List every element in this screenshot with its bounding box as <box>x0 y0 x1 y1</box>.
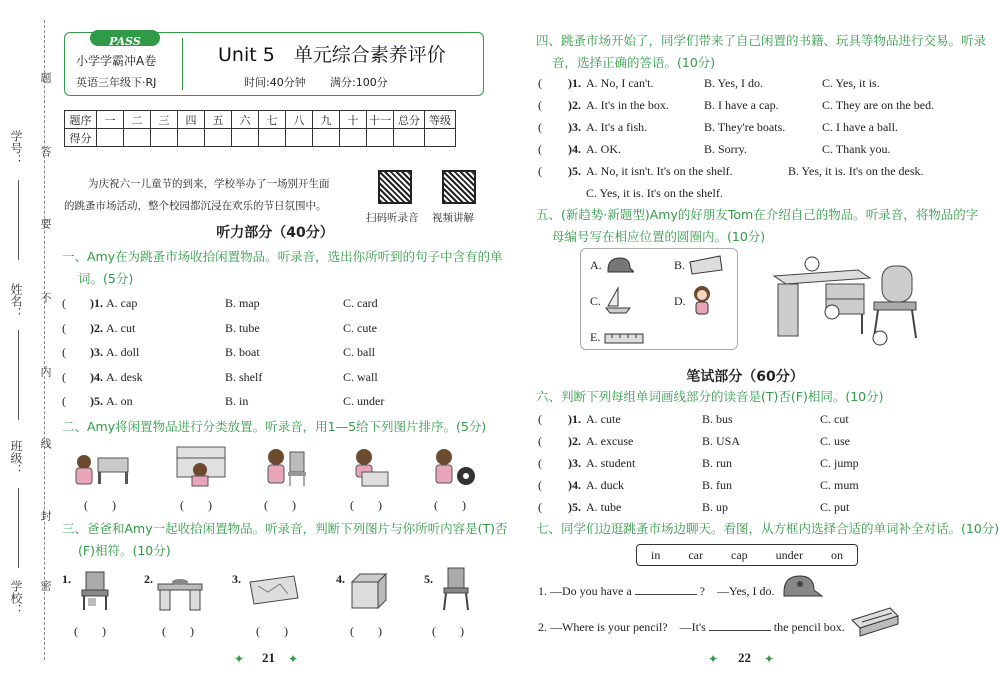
shelf-scene-icon <box>176 446 226 488</box>
option-a: A. student <box>586 456 636 470</box>
score-cell[interactable] <box>178 129 205 147</box>
answer-paren[interactable]: ( <box>62 320 66 335</box>
qr-label-video: 视频讲解 <box>432 212 474 224</box>
q3-answer-paren[interactable]: ( ) <box>432 624 464 638</box>
intro-text-line-2: 的跳蚤市场活动，整个校园都沉浸在欢乐的节日氛围中。 <box>64 200 327 212</box>
list-item <box>538 142 978 164</box>
option-a[interactable]: A. OK. <box>586 142 621 156</box>
item-number: )1. <box>568 412 581 426</box>
score-cell[interactable] <box>286 129 313 147</box>
q5-letter: A. <box>590 258 602 272</box>
score-cell[interactable] <box>151 129 178 147</box>
seal-char: 内 <box>39 366 52 377</box>
answer-paren[interactable]: ( <box>538 120 542 134</box>
table-cell: 四 <box>178 111 205 129</box>
q2-picture-4 <box>346 446 392 488</box>
desk-and-chair-icon <box>770 254 926 348</box>
option-c[interactable]: C. card <box>343 296 378 310</box>
page-number-left: 21 <box>262 650 275 665</box>
sentence-text: 1. —Do you have a <box>538 584 632 598</box>
option-b[interactable]: B. shelf <box>225 369 263 384</box>
table-cell: 等级 <box>425 111 456 129</box>
boat-icon <box>604 286 632 318</box>
item-number: )4. <box>568 478 581 492</box>
option-a[interactable]: A. No, it isn't. It's on the shelf. <box>586 164 733 178</box>
grade-label: 英语三年级下·RJ <box>76 76 157 89</box>
q2-picture-1 <box>70 448 132 488</box>
item-number: )5. <box>568 500 581 514</box>
item-number: )4. <box>568 142 581 156</box>
score-table-header-row <box>65 111 456 129</box>
score-cell[interactable] <box>124 129 151 147</box>
page-title: Unit 5 单元综合素养评价 <box>218 44 446 66</box>
item-number: )1. <box>568 76 581 90</box>
q6-items <box>538 412 978 522</box>
q2-picture-2 <box>176 446 226 488</box>
answer-paren[interactable]: ( <box>538 478 542 492</box>
option-a: A. duck <box>586 478 624 492</box>
score-cell[interactable] <box>232 129 259 147</box>
brand-badge <box>90 30 160 46</box>
table-cell: 题序 <box>65 111 97 129</box>
q3-item-number: 3. <box>232 572 241 586</box>
seal-line <box>44 20 45 660</box>
list-item <box>62 394 482 419</box>
q3-title: 三、爸爸和Amy一起收拾闲置物品。听录音，判断下列图片与你所听内容是(T)否 <box>62 521 508 536</box>
option-a[interactable]: A. It's in the box. <box>586 98 669 112</box>
page-ornament-icon: ✦ <box>764 652 775 666</box>
q3-item-number: 5. <box>424 572 433 586</box>
score-cell[interactable] <box>425 129 456 147</box>
option-b[interactable]: B. boat <box>225 345 260 359</box>
girl-with-box-icon <box>346 446 392 488</box>
list-item <box>538 478 978 500</box>
chair-icon <box>436 566 476 612</box>
score-table <box>64 110 456 147</box>
answer-paren[interactable]: ( <box>538 142 542 156</box>
option-b[interactable]: B. map <box>225 296 260 310</box>
box-icon <box>348 570 390 612</box>
option-b[interactable]: B. I have a cap. <box>704 98 779 112</box>
q5-title: 五、(新趋势·新题型)Amy的好朋友Tom在介绍自己的物品。听录音，将物品的字 <box>536 207 979 222</box>
seal-char: 封 <box>39 510 52 521</box>
q7-sentence-2 <box>538 618 845 635</box>
answer-paren[interactable]: ( <box>538 412 542 426</box>
q3-picture-4 <box>348 570 390 616</box>
option-b: B. up <box>702 500 729 514</box>
girl-with-chair-icon <box>262 446 308 488</box>
time-limit: 时间:40分钟 <box>244 76 306 89</box>
listening-section-heading: 听力部分（40分） <box>216 225 334 241</box>
margin-underline <box>18 180 19 260</box>
item-number: )4. <box>90 369 103 384</box>
list-item <box>62 345 482 370</box>
map-icon <box>244 572 300 608</box>
seal-char: 不 <box>39 292 52 303</box>
qr-code-audio[interactable] <box>378 170 412 204</box>
q3-picture-5 <box>436 566 476 616</box>
answer-blank[interactable] <box>635 583 697 595</box>
item-number: )5. <box>568 164 581 178</box>
option-b: B. bus <box>702 412 733 426</box>
item-number: )2. <box>568 98 581 112</box>
chair-icon <box>76 570 112 612</box>
answer-paren[interactable]: ( <box>62 345 66 359</box>
q7-title: 七、同学们边逛跳蚤市场边聊天。看图，从方框内选择合适的单词补全对话。(10分) <box>536 521 1000 536</box>
q3-answer-paren[interactable]: ( ) <box>350 624 382 638</box>
option-c[interactable]: C. Thank you. <box>822 142 891 156</box>
q2-answer-paren[interactable]: ( ) <box>84 498 116 512</box>
q3-item-number: 2. <box>144 572 153 586</box>
series-name: 小学学霸冲A卷 <box>76 54 157 68</box>
margin-label-name: 姓名： <box>9 283 23 319</box>
q1-items <box>62 296 482 419</box>
table-cell: 总分 <box>394 111 425 129</box>
list-item <box>538 434 978 456</box>
q5-title-cont: 母编号写在相应位置的圆圈内。(10分) <box>552 229 766 244</box>
q3-picture-1 <box>76 570 112 616</box>
item-number: )5. <box>90 394 103 408</box>
option-b[interactable]: B. in <box>225 394 249 408</box>
word-bank-item[interactable]: in <box>651 547 661 562</box>
item-number: )3. <box>568 120 581 134</box>
word-bank-item[interactable]: cap <box>731 547 748 562</box>
option-a: A. excuse <box>586 434 634 448</box>
list-item <box>538 76 978 98</box>
q3-answer-paren[interactable]: ( ) <box>162 624 194 638</box>
list-item <box>538 164 978 186</box>
answer-paren[interactable]: ( <box>62 394 66 408</box>
q7-sentence-1 <box>538 582 774 599</box>
q3-title-cont: (F)相符。(10分) <box>78 543 171 558</box>
option-b[interactable]: B. Yes, it is. It's on the desk. <box>788 164 924 178</box>
q2-title: 二、Amy将闲置物品进行分类放置。听录音，用1—5给下列图片排序。(5分) <box>62 419 487 434</box>
q2-picture-5 <box>428 446 478 488</box>
q1-title-cont: 词。(5分) <box>78 271 134 286</box>
option-a[interactable]: A. cut <box>106 320 136 335</box>
answer-paren[interactable]: ( <box>538 98 542 112</box>
table-cell: 十 <box>340 111 367 129</box>
word-bank <box>636 544 858 566</box>
seal-char: 答 <box>39 146 52 157</box>
writing-section-heading: 笔试部分（60分） <box>686 369 804 385</box>
answer-blank[interactable] <box>709 619 771 631</box>
girl-with-bed-icon <box>70 448 132 488</box>
option-c: C. put <box>820 500 850 514</box>
option-b[interactable]: B. Sorry. <box>704 142 747 156</box>
q6-title: 六、判断下列每组单词画线部分的读音是(T)否(F)相同。(10分) <box>536 389 884 404</box>
score-cell[interactable] <box>259 129 286 147</box>
score-table-score-row <box>65 129 456 147</box>
item-number: )1. <box>90 296 103 310</box>
margin-label-school: 学校： <box>9 580 23 616</box>
list-item <box>538 98 978 120</box>
qr-code-video[interactable] <box>442 170 476 204</box>
answer-paren[interactable]: ( <box>538 76 542 90</box>
score-cell[interactable] <box>313 129 340 147</box>
page-ornament-icon: ✦ <box>234 652 245 666</box>
intro-text-line-1: 为庆祝六一儿童节的到来，学校举办了一场别开生面 <box>88 178 330 190</box>
option-b[interactable]: B. tube <box>225 320 260 335</box>
q2-answer-paren[interactable]: ( ) <box>180 498 212 512</box>
q2-picture-3 <box>262 446 308 488</box>
answer-paren[interactable]: ( <box>62 369 66 384</box>
q5-letter: B. <box>674 258 686 272</box>
score-cell[interactable] <box>340 129 367 147</box>
option-c: C. use <box>820 434 850 448</box>
table-cell: 一 <box>97 111 124 129</box>
word-bank-item[interactable]: under <box>775 547 803 562</box>
option-a[interactable]: A. on <box>106 394 133 408</box>
item-number: )3. <box>568 456 581 470</box>
margin-underline <box>18 330 19 420</box>
brand-logo: PASS <box>109 35 141 48</box>
sentence-text: 2. —Where is your pencil? —It's <box>538 620 706 634</box>
option-c[interactable]: C. cute <box>343 320 377 335</box>
option-b: B. run <box>702 456 732 470</box>
option-a[interactable]: A. No, I can't. <box>586 76 654 90</box>
option-c: C. mum <box>820 478 859 492</box>
table-cell: 得分 <box>65 129 97 147</box>
item-number: )3. <box>90 345 103 359</box>
score-cell[interactable] <box>205 129 232 147</box>
q5-letter: E. <box>590 330 601 344</box>
q4-items <box>538 76 978 208</box>
q4-title-cont: 音，选择正确的答语。(10分) <box>552 55 716 70</box>
q5-scene-desk-chair <box>770 254 926 352</box>
page-ornament-icon: ✦ <box>708 652 719 666</box>
table-cell: 十一 <box>367 111 394 129</box>
list-item <box>62 370 482 395</box>
item-number: )2. <box>568 434 581 448</box>
option-c[interactable]: C. under <box>343 394 385 408</box>
cap-icon <box>778 572 824 606</box>
answer-paren[interactable]: ( <box>62 296 66 310</box>
option-a[interactable]: A. doll <box>106 345 140 359</box>
header-divider <box>182 38 183 90</box>
sentence-text: ? —Yes, I do. <box>699 584 775 598</box>
q3-picture-3 <box>244 572 300 612</box>
item-number: )2. <box>90 320 103 335</box>
margin-underline <box>18 488 19 568</box>
option-a: A. cute <box>586 412 621 426</box>
table-cell: 七 <box>259 111 286 129</box>
qr-label-audio: 扫码听录音 <box>366 212 419 224</box>
option-b: B. USA <box>702 434 741 448</box>
score-cell[interactable] <box>394 129 425 147</box>
q4-title: 四、跳蚤市场开始了，同学们带来了自己闲置的书籍、玩具等物品进行交易。听录 <box>536 33 987 48</box>
table-cell: 二 <box>124 111 151 129</box>
cap-icon <box>604 254 634 280</box>
q3-answer-paren[interactable]: ( ) <box>74 624 106 638</box>
option-b[interactable]: B. Yes, I do. <box>704 76 764 90</box>
option-b[interactable]: B. They're boats. <box>704 120 786 134</box>
answer-paren[interactable]: ( <box>538 164 542 178</box>
pencil-box-icon <box>848 602 902 642</box>
sentence-text: the pencil box. <box>773 620 845 634</box>
option-c[interactable]: C. Yes, it is. <box>822 76 880 90</box>
seal-char: 密 <box>39 580 52 591</box>
margin-label-student-id: 学号： <box>9 130 23 166</box>
option-c[interactable]: C. I have a ball. <box>822 120 898 134</box>
q1-title: 一、Amy在为跳蚤市场收拾闲置物品。听录音，选出你所听到的句子中含有的单 <box>62 249 503 264</box>
word-bank-item[interactable]: car <box>688 547 703 562</box>
option-c[interactable]: C. They are on the bed. <box>822 98 935 112</box>
page-number-right: 22 <box>738 650 751 665</box>
answer-paren[interactable]: ( <box>538 434 542 448</box>
seal-char: 线 <box>39 438 52 449</box>
option-c[interactable]: C. wall <box>343 369 378 384</box>
table-cell: 九 <box>313 111 340 129</box>
q3-answer-paren[interactable]: ( ) <box>256 624 288 638</box>
margin-label-class: 班级： <box>9 440 23 476</box>
list-item <box>538 412 978 434</box>
q2-answer-paren[interactable]: ( ) <box>434 498 466 512</box>
answer-paren[interactable]: ( <box>538 500 542 514</box>
option-c[interactable]: C. ball <box>343 345 375 359</box>
option-c: C. jump <box>820 456 859 470</box>
score-cell[interactable] <box>367 129 394 147</box>
list-item <box>62 296 482 321</box>
option-c[interactable]: C. Yes, it is. It's on the shelf. <box>586 186 723 200</box>
table-cell: 三 <box>151 111 178 129</box>
girl-with-ball-icon <box>428 446 478 488</box>
list-item <box>538 120 978 142</box>
q3-item-number: 1. <box>62 572 71 586</box>
q3-item-number: 4. <box>336 572 345 586</box>
q5-letter: D. <box>674 294 686 308</box>
option-c: C. cut <box>820 412 849 426</box>
page-ornament-icon: ✦ <box>288 652 299 666</box>
score-cell[interactable] <box>97 129 124 147</box>
option-a[interactable]: A. It's a fish. <box>586 120 648 134</box>
option-b: B. fun <box>702 478 732 492</box>
word-bank-item[interactable]: on <box>830 547 843 562</box>
option-a[interactable]: A. desk <box>106 369 143 384</box>
q2-answer-paren[interactable]: ( ) <box>264 498 296 512</box>
list-item <box>62 321 482 346</box>
option-a: A. tube <box>586 500 622 514</box>
desk-icon <box>156 574 204 612</box>
table-cell: 六 <box>232 111 259 129</box>
ruler-icon <box>604 330 644 349</box>
table-cell: 八 <box>286 111 313 129</box>
answer-paren[interactable]: ( <box>538 456 542 470</box>
option-a[interactable]: A. cap <box>106 296 138 310</box>
seal-char: 要 <box>39 218 52 229</box>
q2-answer-paren[interactable]: ( ) <box>350 498 382 512</box>
q5-letter: C. <box>590 294 602 308</box>
table-cell: 五 <box>205 111 232 129</box>
doll-icon <box>688 284 716 320</box>
seal-char: 题 <box>39 72 52 83</box>
full-score: 满分:100分 <box>330 76 388 89</box>
list-item <box>538 456 978 478</box>
map-icon <box>688 254 724 280</box>
q3-picture-2 <box>156 574 204 616</box>
